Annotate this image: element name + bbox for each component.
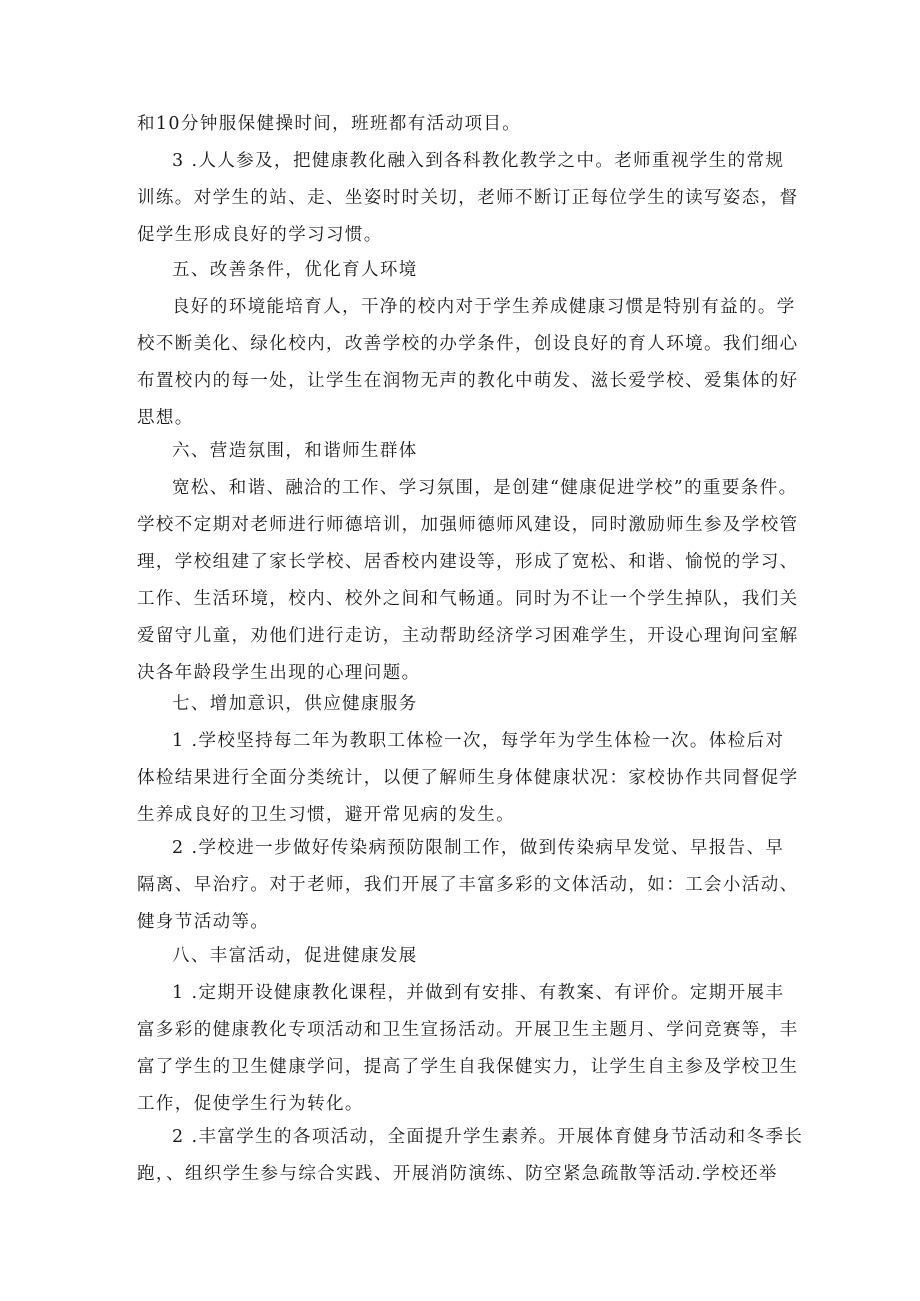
text-line: 富了学生的卫生健康学问，提高了学生自我保健实力，让学生自主参及学校卫生 bbox=[137, 1057, 799, 1077]
text-line: 工作、生活环境，校内、校外之间和气畅通。同时为不让一个学生掉队，我们关 bbox=[137, 589, 799, 609]
text-line: 隔离、早治疗。对于老师，我们开展了丰富多彩的文体活动，如：工会小活动、 bbox=[137, 875, 799, 895]
heading-text: 五、改善条件，优化育人环境 bbox=[172, 260, 418, 280]
section-heading-7 bbox=[137, 686, 787, 723]
paragraph-atmosphere bbox=[137, 470, 799, 692]
heading-text: 六、营造氛围，和谐师生群体 bbox=[172, 441, 418, 461]
text-line: 1 .定期开设健康教化课程，并做到有安排、有教案、有评价。定期开展丰 bbox=[172, 983, 785, 1003]
paragraph-continuation bbox=[137, 106, 787, 143]
paragraph-item-3 bbox=[137, 143, 799, 254]
text-line: 健身节活动等。 bbox=[137, 912, 270, 932]
text-line: 良好的环境能培育人，干净的校内对于学生养成健康习惯是特别有益的。学 bbox=[172, 297, 796, 317]
heading-text: 七、增加意识，供应健康服务 bbox=[172, 694, 418, 714]
paragraph-item-1-checkup bbox=[137, 723, 799, 834]
section-heading-8 bbox=[137, 938, 787, 975]
section-heading-6 bbox=[137, 433, 787, 470]
text-line: 布置校内的每一处，让学生在润物无声的教化中萌发、滋长爱学校、爱集体的好 bbox=[137, 371, 799, 391]
text-line: 工作，促使学生行为转化。 bbox=[137, 1094, 364, 1114]
text-line: 3 .人人参及，把健康教化融入到各科教化教学之中。老师重视学生的常规 bbox=[172, 151, 785, 171]
text-line: 爱留守儿童，劝他们进行走访，主动帮助经济学习困难学生，开设心理询问室解 bbox=[137, 626, 799, 646]
text-line: 思想。 bbox=[137, 408, 194, 428]
heading-text: 八、丰富活动，促进健康发展 bbox=[172, 946, 418, 966]
text-line: 学校不定期对老师进行师德培训，加强师德师风建设，同时激励师生参及学校管 bbox=[137, 515, 799, 535]
section-heading-5 bbox=[137, 252, 787, 289]
text-line: 宽松、和谐、融洽的工作、学习氛围，是创建“健康促进学校”的重要条件。 bbox=[172, 478, 798, 498]
paragraph-item-1-courses bbox=[137, 975, 799, 1123]
text-line: 促学生形成良好的学习习惯。 bbox=[137, 225, 383, 245]
text-line: 生养成良好的卫生习惯，避开常见病的发生。 bbox=[137, 805, 515, 825]
text-line: 和10分钟服保健操时间，班班都有活动项目。 bbox=[137, 114, 522, 134]
text-line: 校不断美化、绿化校内，改善学校的办学条件，创设良好的育人环境。我们细心 bbox=[137, 334, 799, 354]
text-line: 训练。对学生的站、走、坐姿时时关切，老师不断订正每位学生的读写姿态，督 bbox=[137, 188, 799, 208]
text-line: 决各年龄段学生出现的心理问题。 bbox=[137, 663, 421, 683]
text-line: 2 .学校进一步做好传染病预防限制工作，做到传染病早发觉、早报告、早 bbox=[172, 838, 785, 858]
text-line: 2 .丰富学生的各项活动，全面提升学生素养。开展体育健身节活动和冬季长 bbox=[172, 1127, 804, 1147]
paragraph-item-2-prevention bbox=[137, 830, 799, 941]
text-line: 跑，、组织学生参与综合实践、开展消防演练、防空紧急疏散等活动.学校还举 bbox=[137, 1164, 778, 1184]
text-line: 体检结果进行全面分类统计，以便了解师生身体健康状况：家校协作共同督促学 bbox=[137, 768, 799, 788]
text-line: 理，学校组建了家长学校、居香校内建设等，形成了宽松、和谐、愉悦的学习、 bbox=[137, 552, 799, 572]
paragraph-item-2-activities bbox=[137, 1119, 804, 1193]
paragraph-environment bbox=[137, 289, 799, 437]
text-line: 1 .学校坚持每二年为教职工体检一次，每学年为学生体检一次。体检后对 bbox=[172, 731, 785, 751]
text-line: 富多彩的健康教化专项活动和卫生宣扬活动。开展卫生主题月、学问竞赛等，丰 bbox=[137, 1020, 799, 1040]
